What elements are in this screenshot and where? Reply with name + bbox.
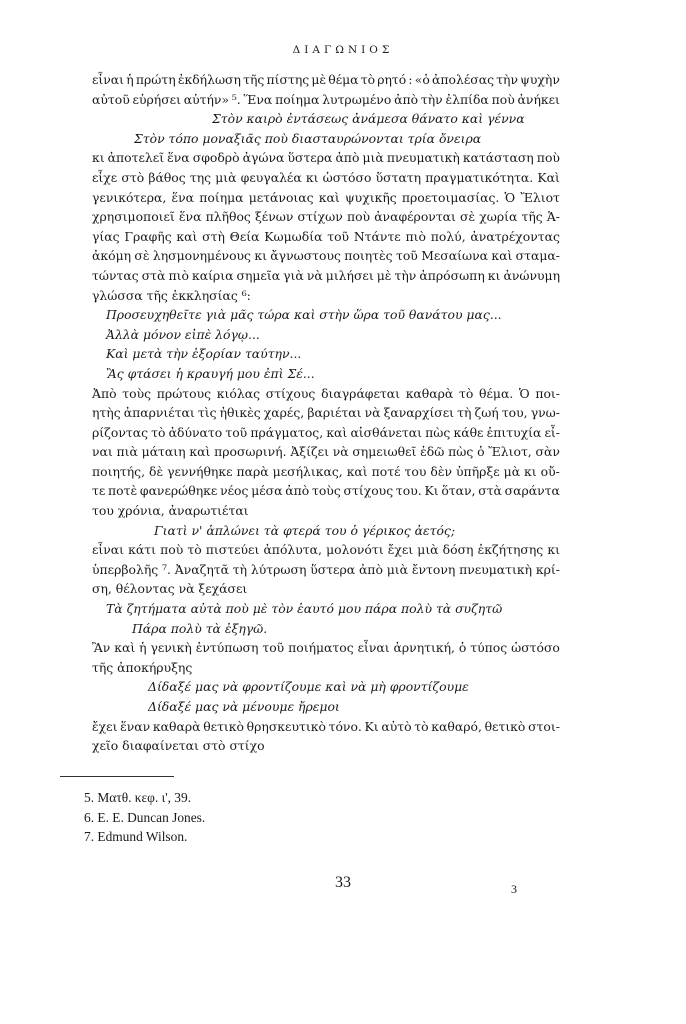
footnotes [84, 788, 205, 847]
text-line: ση, θέλοντας νὰ ξεχάσει [92, 581, 248, 597]
text-line: ὑπερβολῆς ⁷. Ἀναζητᾶ τὴ λύτρωση ὕστερα ἀπὸ μιὰ ἔντονη πνευματικὴ κρί- [92, 561, 560, 577]
text-line: ἀκόμη σὲ λησμονημένους κι ἄγνωστους ποιητὲς τοῦ Μεσαίωνα καὶ σταμα- [92, 248, 560, 264]
text-line: τῆς ἀποκήρυξης [92, 659, 193, 675]
verse-quote: Γιατὶ ν' ἁπλώνει τὰ φτερά του ὁ γέρικος ἀετός; [154, 522, 456, 538]
text-line: τώντας στὰ πιὸ καίρια σημεῖα γιὰ νὰ μιλήσει μὲ τὴν ἀπρόσωπη κι ἀνώνυμη [92, 267, 560, 283]
text-line: Ἂν καὶ ἡ γενικὴ ἐντύπωση τοῦ ποιήματος εἶναι ἀρνητική, ὁ τύπος ὡστόσο [92, 640, 560, 656]
text-line: ναι πιὰ μάταιη καὶ προσωρινή. Ἀξίζει νὰ σημειωθεῖ ἐδῶ πὼς ὁ Ἔλιοτ, σὰν [92, 444, 560, 460]
text-line: αὐτοῦ εὑρήσει αὐτήν» ⁵. Ἕνα ποίημα λυτρωμένο ἀπὸ τὴν ἐλπίδα ποὺ ἀνήκει [92, 91, 560, 107]
page-number: 33 [335, 874, 351, 891]
verse-quote: Τὰ ζητήματα αὐτὰ ποὺ μὲ τὸν ἑαυτό μου πάρα πολὺ τὰ συζητῶ [106, 601, 503, 617]
text-line: εἶχε στὸ βάθος της μιὰ φευγαλέα κι ὡστόσο ὕστατη πραγματικότητα. Καὶ [92, 169, 560, 185]
verse-quote: Δίδαξέ μας νὰ φροντίζουμε καὶ νὰ μὴ φροντίζουμε [148, 679, 469, 695]
text-line: του χρόνια, ἀναρωτιέται [92, 503, 249, 519]
verse-quote: Καὶ μετὰ τὴν ἐξορίαν ταύτην... [106, 346, 302, 362]
text-line: ητὴς ἀπαρνιέται τὶς ἠθικὲς χαρές, βαριέται νὰ ξαναρχίσει τὴ ζωή του, γνω- [92, 405, 560, 421]
text-line: γλώσσα τῆς ἐκκλησίας ⁶: [92, 287, 251, 303]
verse-quote: Ἂς φτάσει ἡ κραυγή μου ἐπὶ Σέ... [106, 365, 315, 381]
text-line: ἔχει ἕναν καθαρὰ θετικὸ θρησκευτικὸ τόνο. Κι αὐτὸ τὸ καθαρό, θετικὸ στοι- [92, 718, 560, 734]
text-line: κι ἀποτελεῖ ἕνα σφοδρὸ ἀγώνα ὕστερα ἀπὸ μιὰ πνευματικὴ κατάσταση ποὺ [92, 150, 560, 166]
footnote-rule [60, 776, 174, 777]
text-line: χρησιμοποιεῖ ἕνα πλῆθος ξένων στίχων ποὺ ἀναφέρονται σὲ χωρία τῆς Ἁ- [92, 209, 560, 225]
verse-quote: Ἀλλὰ μόνον εἰπὲ λόγῳ... [106, 326, 260, 342]
verse-quote: Στὸν καιρὸ ἐντάσεως ἀνάμεσα θάνατο καὶ γέννα [212, 111, 525, 127]
verse-quote: Στὸν τόπο μοναξιᾶς ποὺ διασταυρώνονται τρία ὄνειρα [134, 130, 482, 146]
text-line: γίας Γραφῆς καὶ στὴ Θεία Κωμωδία τοῦ Ντάντε πιὸ πολύ, ἀνατρέχοντας [92, 228, 560, 244]
verse-quote: Δίδαξέ μας νὰ μένουμε ἤρεμοι [148, 699, 340, 714]
text-line: τε ποτὲ φανερώθηκε νέος μέσα ἀπὸ τοὺς στίχους του. Κι ὅταν, στὰ σαράντα [92, 483, 560, 499]
text-line: ρίζοντας τὸ ἀδύνατο τοῦ πράγματος, καὶ αἰσθάνεται πὼς κάθε ἐπιτυχία εἶ- [92, 424, 560, 440]
text-line: Ἀπὸ τοὺς πρώτους κιόλας στίχους διαγράφεται καθαρὰ τὸ θέμα. Ὁ ποι- [92, 385, 560, 401]
text-line: ποιητής, δὲ γεννήθηκε παρὰ μεσήλικας, καὶ ποτέ του δὲν ὑπῆρξε μὰ κι οὔ- [92, 463, 560, 479]
text-line: εἶναι ἡ πρώτη ἐκδήλωση τῆς πίστης μὲ θέμα τὸ ρητό : «ὁ ἀπολέσας τὴν ψυχὴν [92, 72, 560, 87]
text-line: χεῖο διαφαίνεται στὸ στίχο [92, 738, 265, 754]
corner-mark: 3 [511, 882, 517, 896]
verse-quote: Πάρα πολὺ τὰ ἐξηγῶ. [132, 620, 268, 636]
main-text [92, 70, 560, 756]
footnote: 7. Edmund Wilson. [84, 829, 188, 844]
text-line: εἶναι κάτι ποὺ τὸ πιστεύει ἀπόλυτα, μολονότι ἔχει μιὰ δόση ἐκζήτησης κι [92, 542, 560, 558]
footnote: 5. Ματθ. κεφ. ι', 39. [84, 790, 192, 805]
footnote: 6. E. E. Duncan Jones. [84, 809, 206, 825]
running-head: ΔΙΑΓΩΝΙΟΣ [292, 44, 394, 56]
verse-quote: Προσευχηθεῖτε γιὰ μᾶς τώρα καὶ στὴν ὥρα τοῦ θανάτου μας... [106, 307, 502, 323]
text-line: γενικότερα, ἕνα ποίημα μετάνοιας καὶ ψυχικῆς προετοιμασίας. Ὁ Ἔλιοτ [92, 189, 560, 205]
